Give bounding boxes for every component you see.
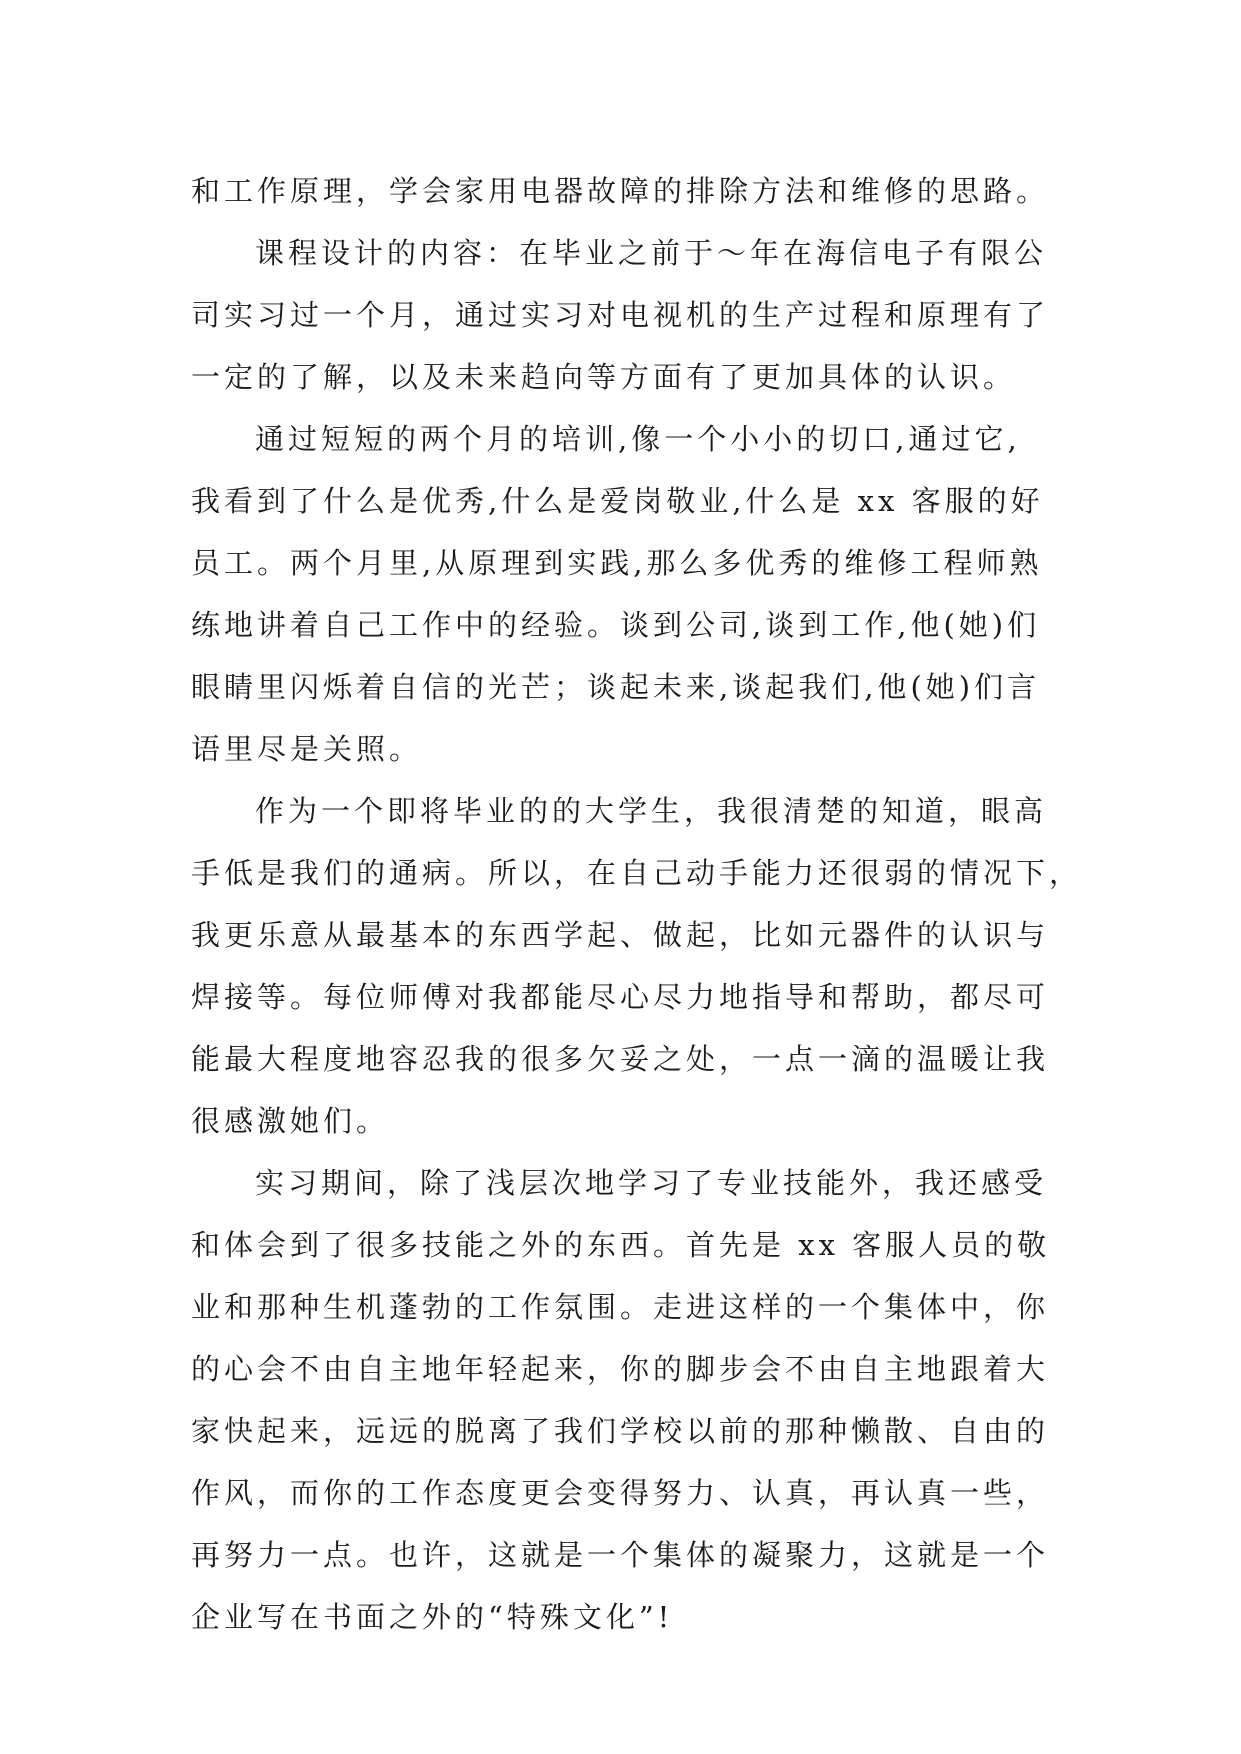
paragraph-start-line: 作为一个即将毕业的的大学生，我很清楚的知道，眼高 bbox=[255, 794, 1048, 828]
text-line: 司实习过一个月，通过实习对电视机的生产过程和原理有了 bbox=[191, 298, 1050, 332]
text-line: 很感激她们。 bbox=[191, 1104, 390, 1138]
paragraph-start-line: 通过短短的两个月的培训,像一个小小的切口,通过它, bbox=[255, 422, 1021, 456]
text-line: 手低是我们的通病。所以，在自己动手能力还很弱的情况下， bbox=[191, 856, 1083, 890]
text-line: 业和那种生机蓬勃的工作氛围。走进这样的一个集体中，你 bbox=[191, 1290, 1050, 1324]
paragraph-start-line: 实习期间，除了浅层次地学习了专业技能外，我还感受 bbox=[255, 1166, 1048, 1200]
text-line: 练地讲着自己工作中的经验。谈到公司,谈到工作,他(她)们 bbox=[191, 608, 1041, 642]
text-line: 和工作原理，学会家用电器故障的排除方法和维修的思路。 bbox=[191, 174, 1050, 208]
text-line: 语里尽是关照。 bbox=[191, 732, 423, 766]
text-line: 能最大程度地容忍我的很多欠妥之处，一点一滴的温暖让我 bbox=[191, 1042, 1050, 1076]
text-line: 企业写在书面之外的“特殊文化”! bbox=[191, 1600, 674, 1634]
text-line: 的心会不由自主地年轻起来，你的脚步会不由自主地跟着大 bbox=[191, 1352, 1050, 1386]
text-line: 焊接等。每位师傅对我都能尽心尽力地指导和帮助，都尽可 bbox=[191, 980, 1050, 1014]
text-line: 一定的了解，以及未来趋向等方面有了更加具体的认识。 bbox=[191, 360, 1017, 394]
text-line: 眼睛里闪烁着自信的光芒；谈起未来,谈起我们,他(她)们言 bbox=[191, 670, 1041, 704]
body-text bbox=[191, 160, 1083, 1648]
text-line: 我看到了什么是优秀,什么是爱岗敬业,什么是 xx 客服的好 bbox=[191, 484, 1044, 518]
text-line: 再努力一点。也许，这就是一个集体的凝聚力，这就是一个 bbox=[191, 1538, 1050, 1572]
text-line: 家快起来，远远的脱离了我们学校以前的那种懒散、自由的 bbox=[191, 1414, 1050, 1448]
text-line: 员工。两个月里,从原理到实践,那么多优秀的维修工程师熟 bbox=[191, 546, 1043, 580]
text-line: 和体会到了很多技能之外的东西。首先是 xx 客服人员的敬 bbox=[191, 1228, 1051, 1262]
text-line: 我更乐意从最基本的东西学起、做起，比如元器件的认识与 bbox=[191, 918, 1050, 952]
paragraph-start-line: 课程设计的内容：在毕业之前于～年在海信电子有限公 bbox=[255, 236, 1048, 270]
text-line: 作风，而你的工作态度更会变得努力、认真，再认真一些， bbox=[191, 1476, 1050, 1510]
